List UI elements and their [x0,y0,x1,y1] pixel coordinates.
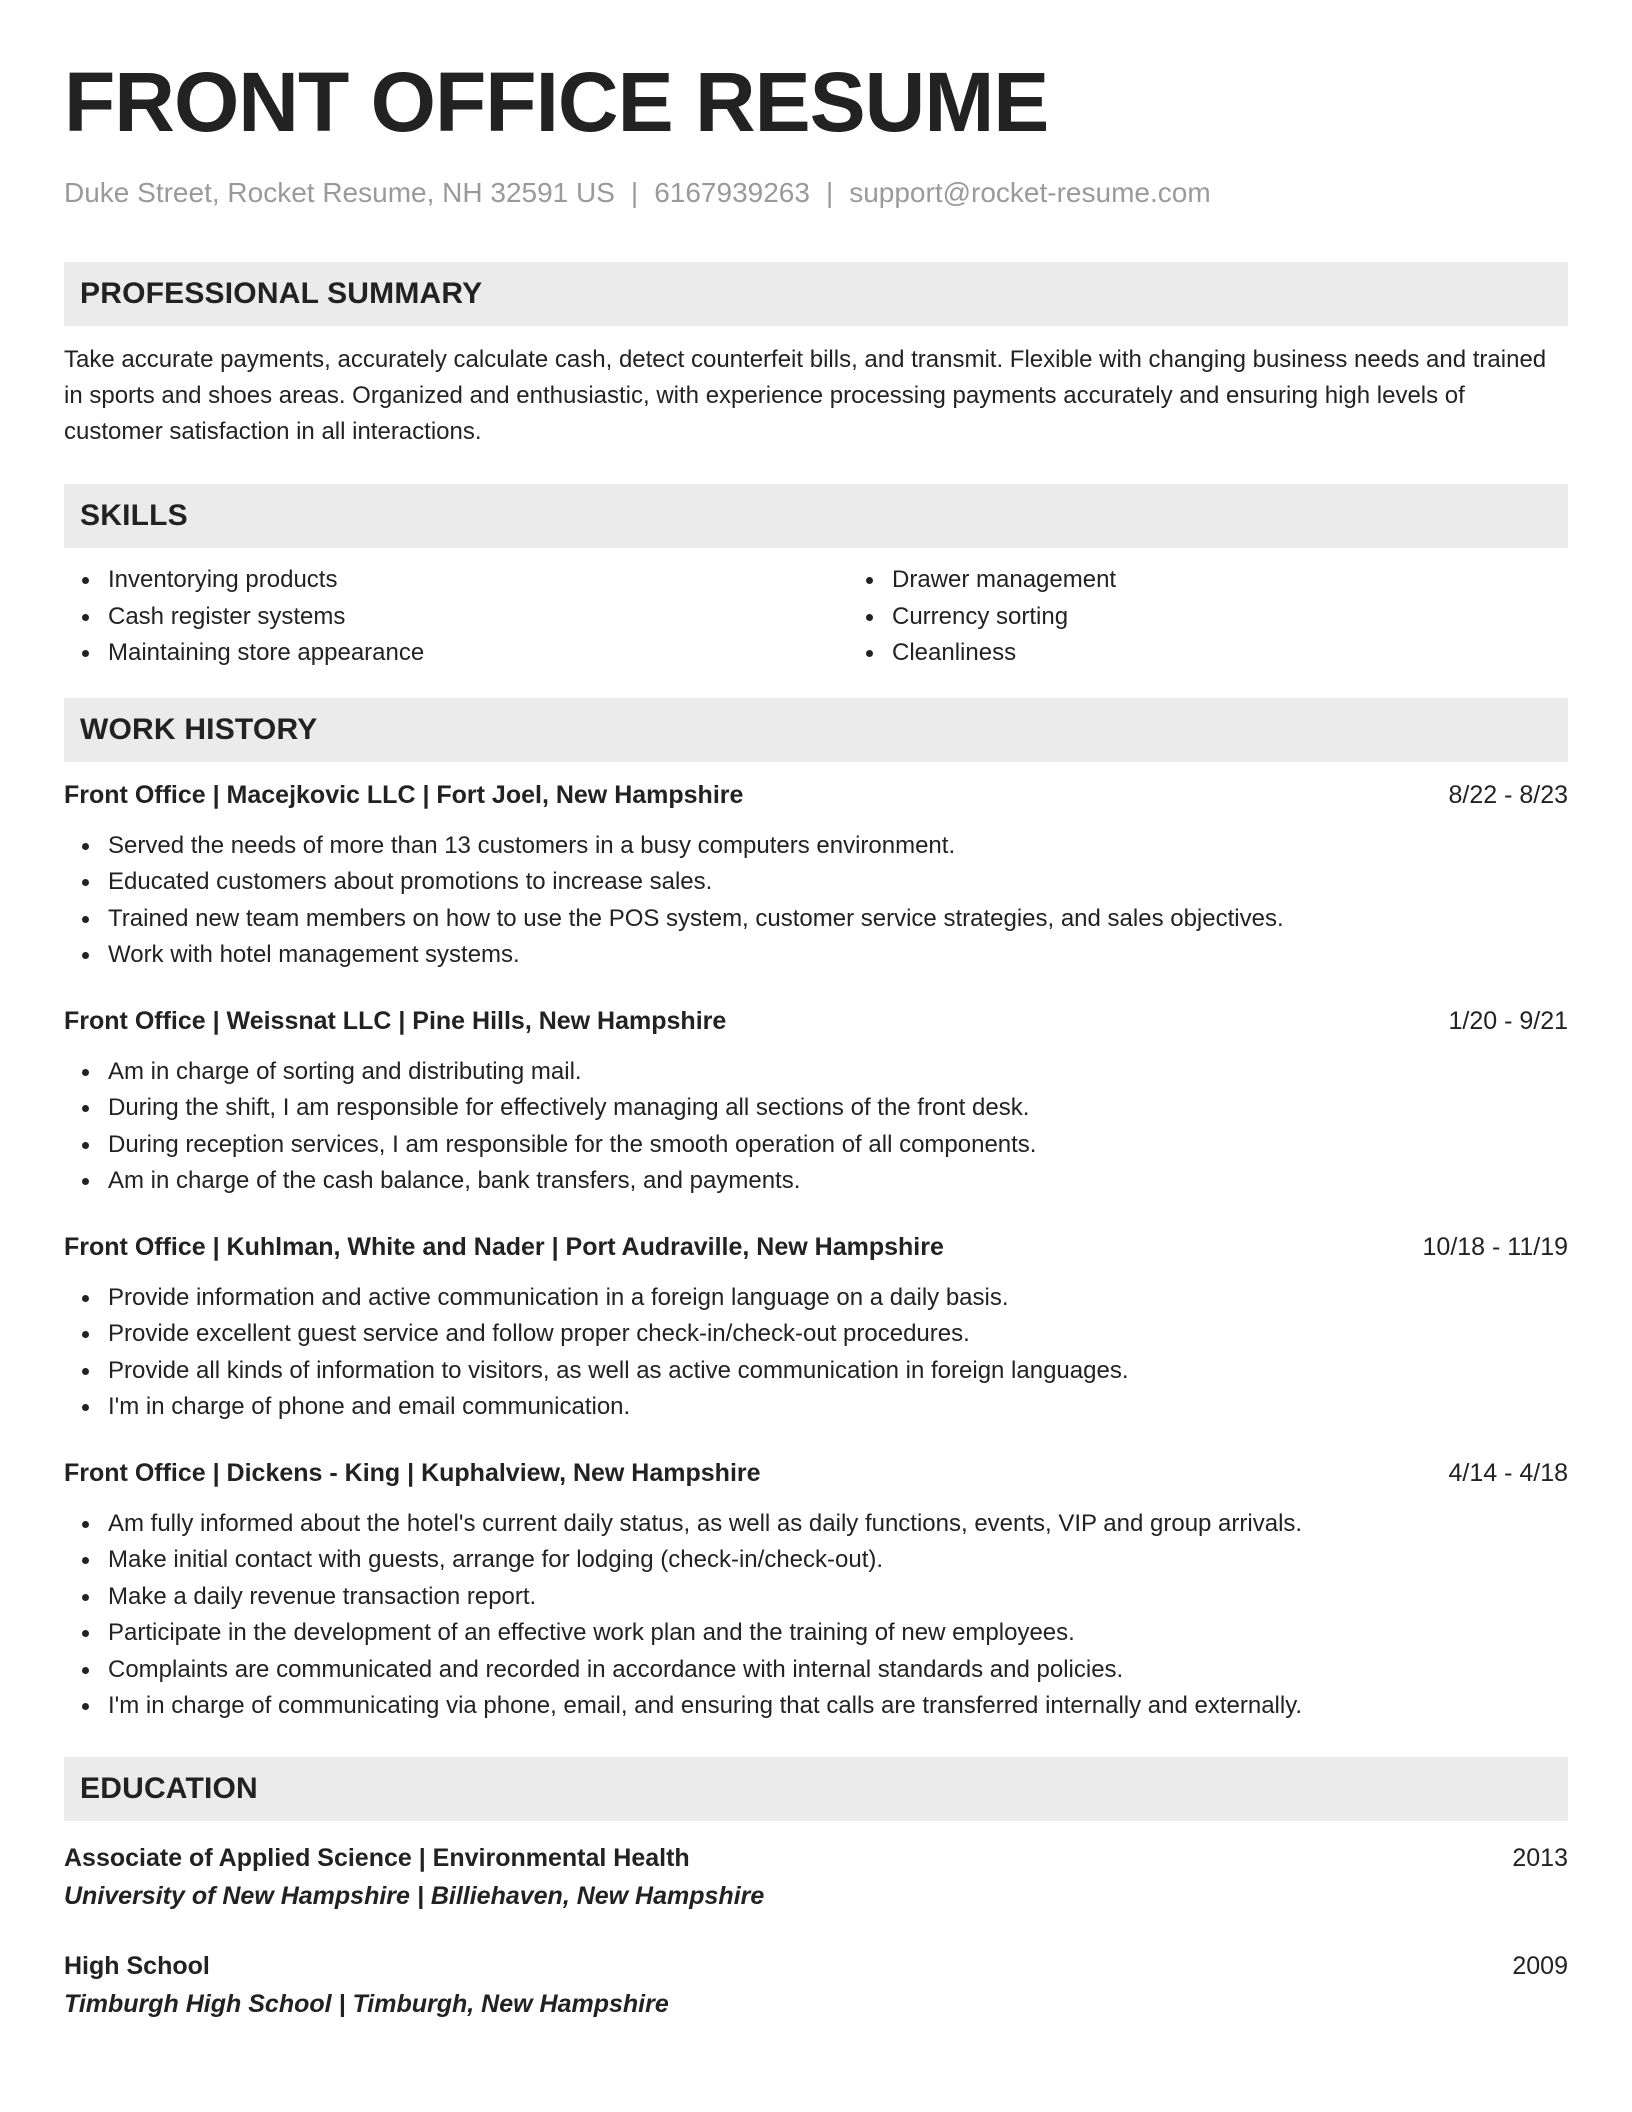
job-header [64,778,1568,814]
job-title: Front Office | Macejkovic LLC | Fort Joel, New Hampshire [64,781,744,809]
section-heading-summary: PROFESSIONAL SUMMARY [64,262,1568,326]
contact-separator: | [630,177,639,208]
job-bullet: I'm in charge of phone and email communication. [108,1389,1568,1426]
job-entry [64,1004,1568,1200]
job-dates: 10/18 - 11/19 [1422,1233,1568,1261]
skill-item: Currency sorting [892,599,1116,636]
education-degree: High School [64,1952,210,1980]
skills-list [64,562,1568,672]
resume-title: FRONT OFFICE RESUME [64,55,1049,149]
job-bullet: Provide information and active communication in a foreign language on a daily basis. [108,1280,1568,1317]
education-entry [64,1949,1568,2023]
contact-line [64,174,1568,212]
job-bullet: Make a daily revenue transaction report. [108,1579,1568,1616]
job-entry [64,1230,1568,1426]
education-entry [64,1841,1568,1915]
section-heading-skills: SKILLS [64,484,1568,548]
job-bullet: During reception services, I am responsible for the smooth operation of all components. [108,1127,1568,1164]
job-dates: 8/22 - 8/23 [1448,781,1568,809]
job-bullet: During the shift, I am responsible for effectively managing all sections of the front desk. [108,1090,1568,1127]
job-header [64,1230,1568,1266]
education-header [64,1949,1568,1985]
education-year: 2009 [1512,1952,1568,1980]
job-bullet: Am fully informed about the hotel's current daily status, as well as daily functions, events, VIP and group arrivals. [108,1506,1568,1543]
job-dates: 1/20 - 9/21 [1448,1007,1568,1035]
job-header [64,1004,1568,1040]
section-heading-education: EDUCATION [64,1757,1568,1821]
job-bullet: Trained new team members on how to use the POS system, customer service strategies, and sales objectives. [108,901,1568,938]
section-heading-work-history: WORK HISTORY [64,698,1568,762]
job-title: Front Office | Kuhlman, White and Nader | Port Audraville, New Hampshire [64,1233,944,1261]
job-bullet: Make initial contact with guests, arrange for lodging (check-in/check-out). [108,1542,1568,1579]
job-bullet: Am in charge of the cash balance, bank transfers, and payments. [108,1163,1568,1200]
summary-text: Take accurate payments, accurately calculate cash, detect counterfeit bills, and transmit. Flexible with changing business needs and trained in sports and shoes areas. Organized and enthusiastic, with experience processing payments accurately and ensuring high levels of customer satisfaction in all interactions. [64,346,1547,445]
job-bullet: Participate in the development of an effective work plan and the training of new employees. [108,1615,1568,1652]
contact-email: support@rocket-resume.com [849,177,1211,208]
job-bullet: Educated customers about promotions to increase sales. [108,864,1568,901]
skills-column-left [64,562,848,672]
skill-item: Cleanliness [892,635,1116,672]
job-bullet: Am in charge of sorting and distributing mail. [108,1054,1568,1091]
job-bullet: I'm in charge of communicating via phone, email, and ensuring that calls are transferred internally and externally. [108,1688,1568,1725]
job-entry [64,778,1568,974]
job-entry [64,1456,1568,1725]
education-year: 2013 [1512,1844,1568,1872]
education-school: University of New Hampshire | Billiehaven, New Hampshire [64,1881,765,1910]
job-title: Front Office | Weissnat LLC | Pine Hills, New Hampshire [64,1007,727,1035]
job-dates: 4/14 - 4/18 [1448,1459,1568,1487]
job-bullet: Work with hotel management systems. [108,937,1568,974]
education-school: Timburgh High School | Timburgh, New Hampshire [64,1989,669,2018]
skills-column-right [848,562,1116,672]
job-bullets [64,828,1568,974]
skill-item: Inventorying products [108,562,848,599]
job-bullet: Complaints are communicated and recorded in accordance with internal standards and policies. [108,1652,1568,1689]
contact-phone: 6167939263 [654,177,810,208]
job-bullets [64,1506,1568,1725]
contact-separator: | [825,177,834,208]
job-title: Front Office | Dickens - King | Kuphalview, New Hampshire [64,1459,761,1487]
job-bullets [64,1280,1568,1426]
skill-item: Drawer management [892,562,1116,599]
job-header [64,1456,1568,1492]
education-degree: Associate of Applied Science | Environmental Health [64,1844,690,1872]
job-bullet: Provide excellent guest service and follow proper check-in/check-out procedures. [108,1316,1568,1353]
contact-address: Duke Street, Rocket Resume, NH 32591 US [64,177,615,208]
education-header [64,1841,1568,1877]
skill-item: Cash register systems [108,599,848,636]
job-bullet: Provide all kinds of information to visitors, as well as active communication in foreign languages. [108,1353,1568,1390]
job-bullets [64,1054,1568,1200]
job-bullet: Served the needs of more than 13 customers in a busy computers environment. [108,828,1568,865]
skill-item: Maintaining store appearance [108,635,848,672]
